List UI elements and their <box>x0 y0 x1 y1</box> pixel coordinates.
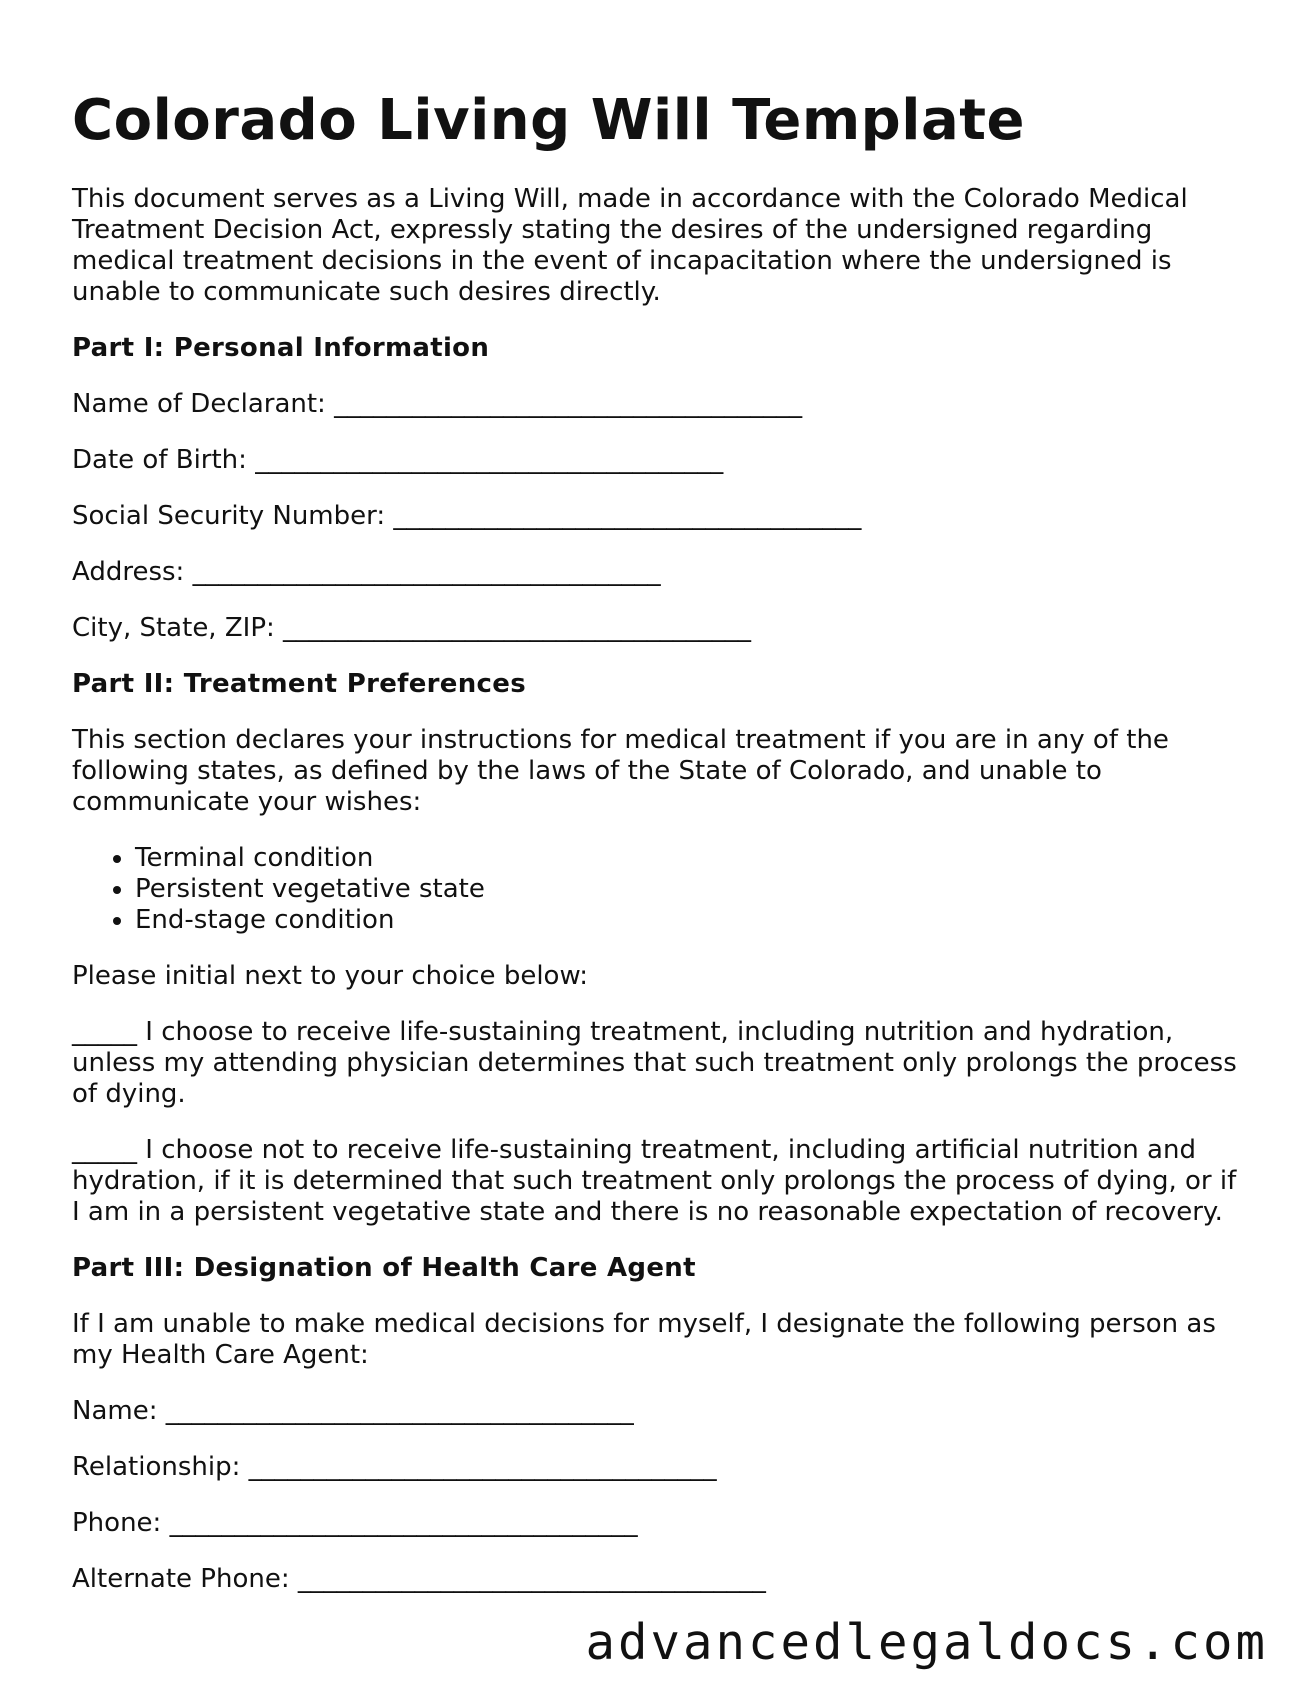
agent-relationship-field[interactable] <box>72 1452 1252 1483</box>
list-item: • Persistent vegetative state <box>135 874 1252 905</box>
field-label: Alternate Phone: <box>72 1564 290 1594</box>
field-blank[interactable]: ____________________________________ <box>334 389 803 419</box>
agent-alternate-phone-field[interactable] <box>72 1564 1252 1595</box>
intro-paragraph: This document serves as a Living Will, made in accordance with the Colorado Medical Treatment Decision Act, expressly stating the desires of the undersigned regarding medical treatment decisions in the event of incapacitation where the undersigned is unable to communicate such desires directly. <box>72 184 1188 307</box>
list-item: • Terminal condition <box>135 843 1252 874</box>
field-label: Date of Birth: <box>72 445 247 475</box>
agent-name-field[interactable] <box>72 1396 1252 1427</box>
initial-instruction: Please initial next to your choice below: <box>72 961 589 991</box>
field-blank[interactable]: ____________________________________ <box>192 557 661 587</box>
address-field[interactable] <box>72 557 1252 588</box>
document-page <box>72 88 1252 1620</box>
city-state-zip-field[interactable] <box>72 613 1252 644</box>
choice-receive-treatment[interactable]: _____ I choose to receive life-sustaining treatment, including nutrition and hydration, unless my attending physician determines that such treatment only prolongs the process of dying. <box>72 1017 1237 1109</box>
field-blank[interactable]: ____________________________________ <box>297 1564 766 1594</box>
field-label: Address: <box>72 557 185 587</box>
conditions-list <box>72 843 1252 936</box>
agent-phone-field[interactable] <box>72 1508 1252 1539</box>
field-blank[interactable]: ____________________________________ <box>165 1396 634 1426</box>
field-blank[interactable]: ____________________________________ <box>255 445 724 475</box>
choice-refuse-treatment[interactable]: _____ I choose not to receive life-sustaining treatment, including artificial nutrition and hydration, if it is determined that such treatment only prolongs the process of dying, or if I am in a persistent vegetative state and there is no reasonable expectation of recovery. <box>72 1135 1237 1227</box>
document-title: Colorado Living Will Template <box>72 88 1025 153</box>
part2-paragraph: This section declares your instructions for medical treatment if you are in any of the following states, as defined by the laws of the State of Colorado, and unable to communicate your wishes: <box>72 725 1169 817</box>
date-of-birth-field[interactable] <box>72 445 1252 476</box>
part1-heading: Part I: Personal Information <box>72 333 490 363</box>
field-label: Phone: <box>72 1508 162 1538</box>
part3-paragraph: If I am unable to make medical decisions for myself, I designate the following person as my Health Care Agent: <box>72 1309 1216 1370</box>
field-label: Name: <box>72 1396 158 1426</box>
site-watermark: advancedlegaldocs.com <box>585 1614 1268 1671</box>
field-label: Social Security Number: <box>72 501 386 531</box>
field-label: Name of Declarant: <box>72 389 326 419</box>
declarant-name-field[interactable] <box>72 389 1252 420</box>
field-blank[interactable]: ____________________________________ <box>248 1452 717 1482</box>
list-item: • End-stage condition <box>135 905 1252 936</box>
ssn-field[interactable] <box>72 501 1252 532</box>
part2-heading: Part II: Treatment Preferences <box>72 669 526 699</box>
field-label: City, State, ZIP: <box>72 613 275 643</box>
field-blank[interactable]: ____________________________________ <box>283 613 752 643</box>
part3-heading: Part III: Designation of Health Care Agent <box>72 1253 696 1283</box>
field-blank[interactable]: ____________________________________ <box>169 1508 638 1538</box>
field-label: Relationship: <box>72 1452 241 1482</box>
field-blank[interactable]: ____________________________________ <box>393 501 862 531</box>
